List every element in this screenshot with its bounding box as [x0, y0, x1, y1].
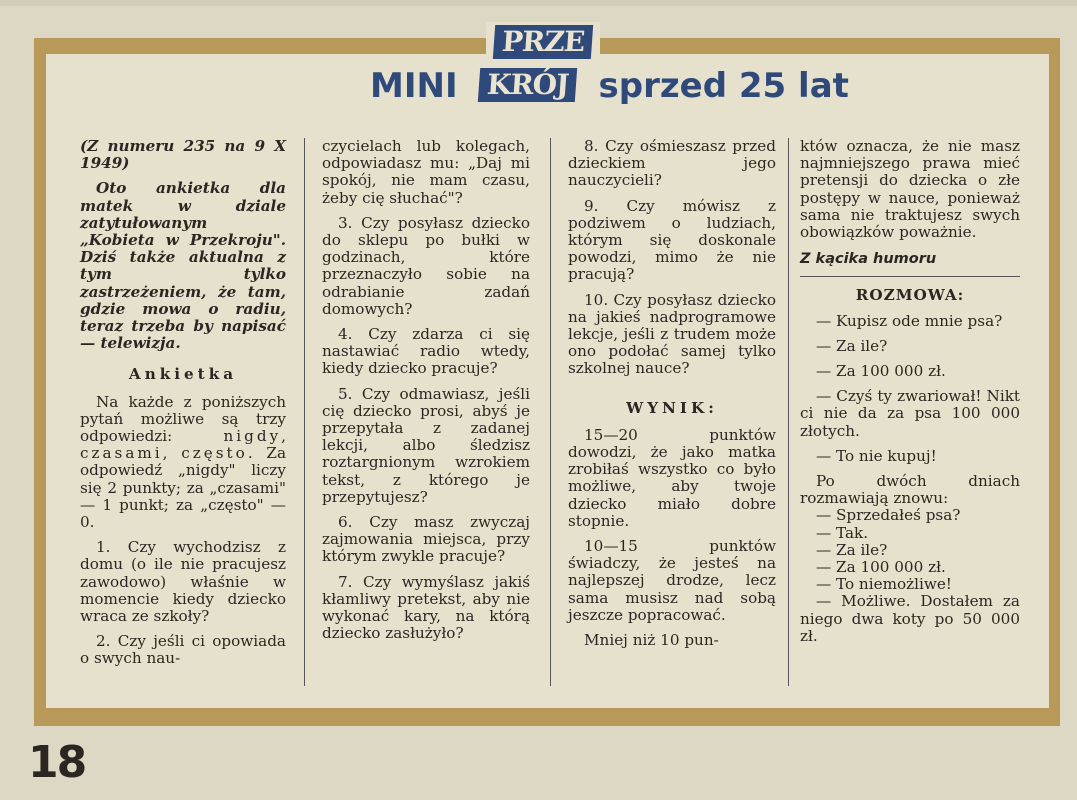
question-8: 8. Czy ośmieszasz przed dzieckiem jego nauczycieli? — [568, 137, 776, 190]
humor-divider — [800, 276, 1020, 277]
title-mini: MINI — [370, 66, 458, 106]
title-suffix: sprzed 25 lat — [598, 66, 849, 106]
dialog-line-6: Po dwóch dniach rozmawiają znowu: — [800, 472, 1020, 508]
result-3: Mniej niż 10 pun- — [584, 631, 719, 650]
source-note: (Z numeru 235 na 9 X 1949) — [80, 137, 286, 173]
result-title: WYNIK: — [626, 398, 718, 417]
question-4: 4. Czy zdarza ci się nastawiać radio wtedy, kiedy dziecko pracuje? — [322, 325, 530, 378]
dialog-line-3: — Za 100 000 zł. — [816, 362, 946, 381]
result-2: 10—15 punktów świadczy, że jesteś na najlepszej drodze, lecz sama musisz nad sobą jeszcze popracować. — [568, 537, 776, 624]
intro-text: Oto ankietka dla matek w dziale zatytułowanym „Kobieta w Przekroju". Dziś także aktualna z tym tylko zastrzeżeniem, że tam, gdzie mowa o radiu, teraz trzeba by napisać — telewizja. — [80, 179, 286, 353]
dialog-line-8: — Tak. — [816, 523, 869, 542]
question-7: 7. Czy wymyślasz jakiś kłamliwy pretekst, aby nie wykonać kary, na którą dziecko zasłużyło? — [322, 572, 530, 643]
przekroj-logo-bottom: KRÓJ — [478, 68, 578, 102]
dialog-line-2: — Za ile? — [816, 336, 888, 355]
question-5: 5. Czy odmawiasz, jeśli cię dziecko prosi, abyś je przepytała z zadanej lekcji, albo śledzisz roztargnionym wzrokiem tekst, z którego je przepytujesz? — [322, 384, 530, 506]
answer-czesto: często — [181, 444, 248, 463]
article-title — [370, 66, 849, 106]
column-rule-3 — [788, 138, 789, 686]
quiz-title: Ankietka — [128, 365, 238, 384]
column-3 — [568, 138, 776, 657]
dialog-line-1: — Kupisz ode mnie psa? — [816, 311, 1003, 330]
question-3: 3. Czy posyłasz dziecko do sklepu po bułki w godzinach, które przeznaczyło sobie na odrabianie zadań domowych? — [322, 213, 530, 318]
question-10: 10. Czy posyłasz dziecko na jakieś nadprogramowe lekcje, jeśli z trudem może ono podołać samej tylko szkolnej nauce? — [568, 290, 776, 378]
result-3-continued: któw oznacza, że nie masz najmniejszego prawa mieć pretensji do dziecka o złe postępy w nauce, ponieważ sama nie traktujesz swych obowiązków poważnie. — [800, 137, 1020, 242]
answer-czasami: czasami — [80, 444, 163, 463]
question-2-continued: czycielach lub kolegach, odpowiadasz mu: „Daj mi spokój, nie mam czasu, żeby cię słuchać"? — [322, 137, 530, 207]
dialog-title: ROZMOWA: — [855, 286, 965, 305]
przekroj-logo-top: PRZE — [493, 25, 593, 59]
top-strip — [0, 0, 1077, 6]
question-6: 6. Czy masz zwyczaj zajmowania miejsca, przy którym zwykle pracuje? — [322, 513, 530, 566]
dialog-line-11: — To niemożliwe! — [816, 575, 952, 594]
dialog-line-4: — Czyś ty zwariował! Nikt ci nie da za psa 100 000 złotych. — [800, 387, 1020, 440]
answer-nigdy: nigdy — [223, 427, 282, 446]
column-4 — [800, 138, 1020, 645]
question-9: 9. Czy mówisz z podziwem o ludziach, którym się doskonale powodzi, mimo że nie pracują? — [568, 196, 776, 284]
logo-top-box — [486, 22, 600, 58]
dialog-line-10: — Za 100 000 zł. — [816, 558, 946, 577]
humor-section-title: Z kącika humoru — [800, 251, 937, 268]
dialog-line-5: — To nie kupuj! — [816, 446, 937, 465]
column-1 — [80, 138, 286, 676]
dialog-line-12: — Możliwe. Dostałem za niego dwa koty po 50 000 zł. — [800, 592, 1020, 645]
column-2 — [322, 138, 530, 650]
question-2: 2. Czy jeśli ci opowiada o swych nau- — [80, 632, 286, 668]
dialog-line-9: — Za ile? — [816, 540, 888, 559]
quiz-rules: Na każde z poniższych pytań możliwe są trzy odpowiedzi: nigdy, czasami, często. Za odpowiedź „nigdy" liczy się 2 punkty; za „czasami" — 1 punkt; za „często" — 0. — [80, 392, 287, 532]
dialog-line-7: — Sprzedałeś psa? — [816, 506, 961, 525]
column-rule-1 — [304, 138, 305, 686]
question-1: 1. Czy wychodzisz z domu (o ile nie pracujesz zawodowo) właśnie w momencie kiedy dziecko wraca ze szkoły? — [80, 538, 286, 626]
page-number: 18 — [28, 737, 86, 788]
result-1: 15—20 punktów dowodzi, że jako matka zrobiłaś wszystko co było możliwe, aby twoje dziecko miało dobre stopnie. — [568, 425, 776, 530]
column-rule-2 — [550, 138, 551, 686]
